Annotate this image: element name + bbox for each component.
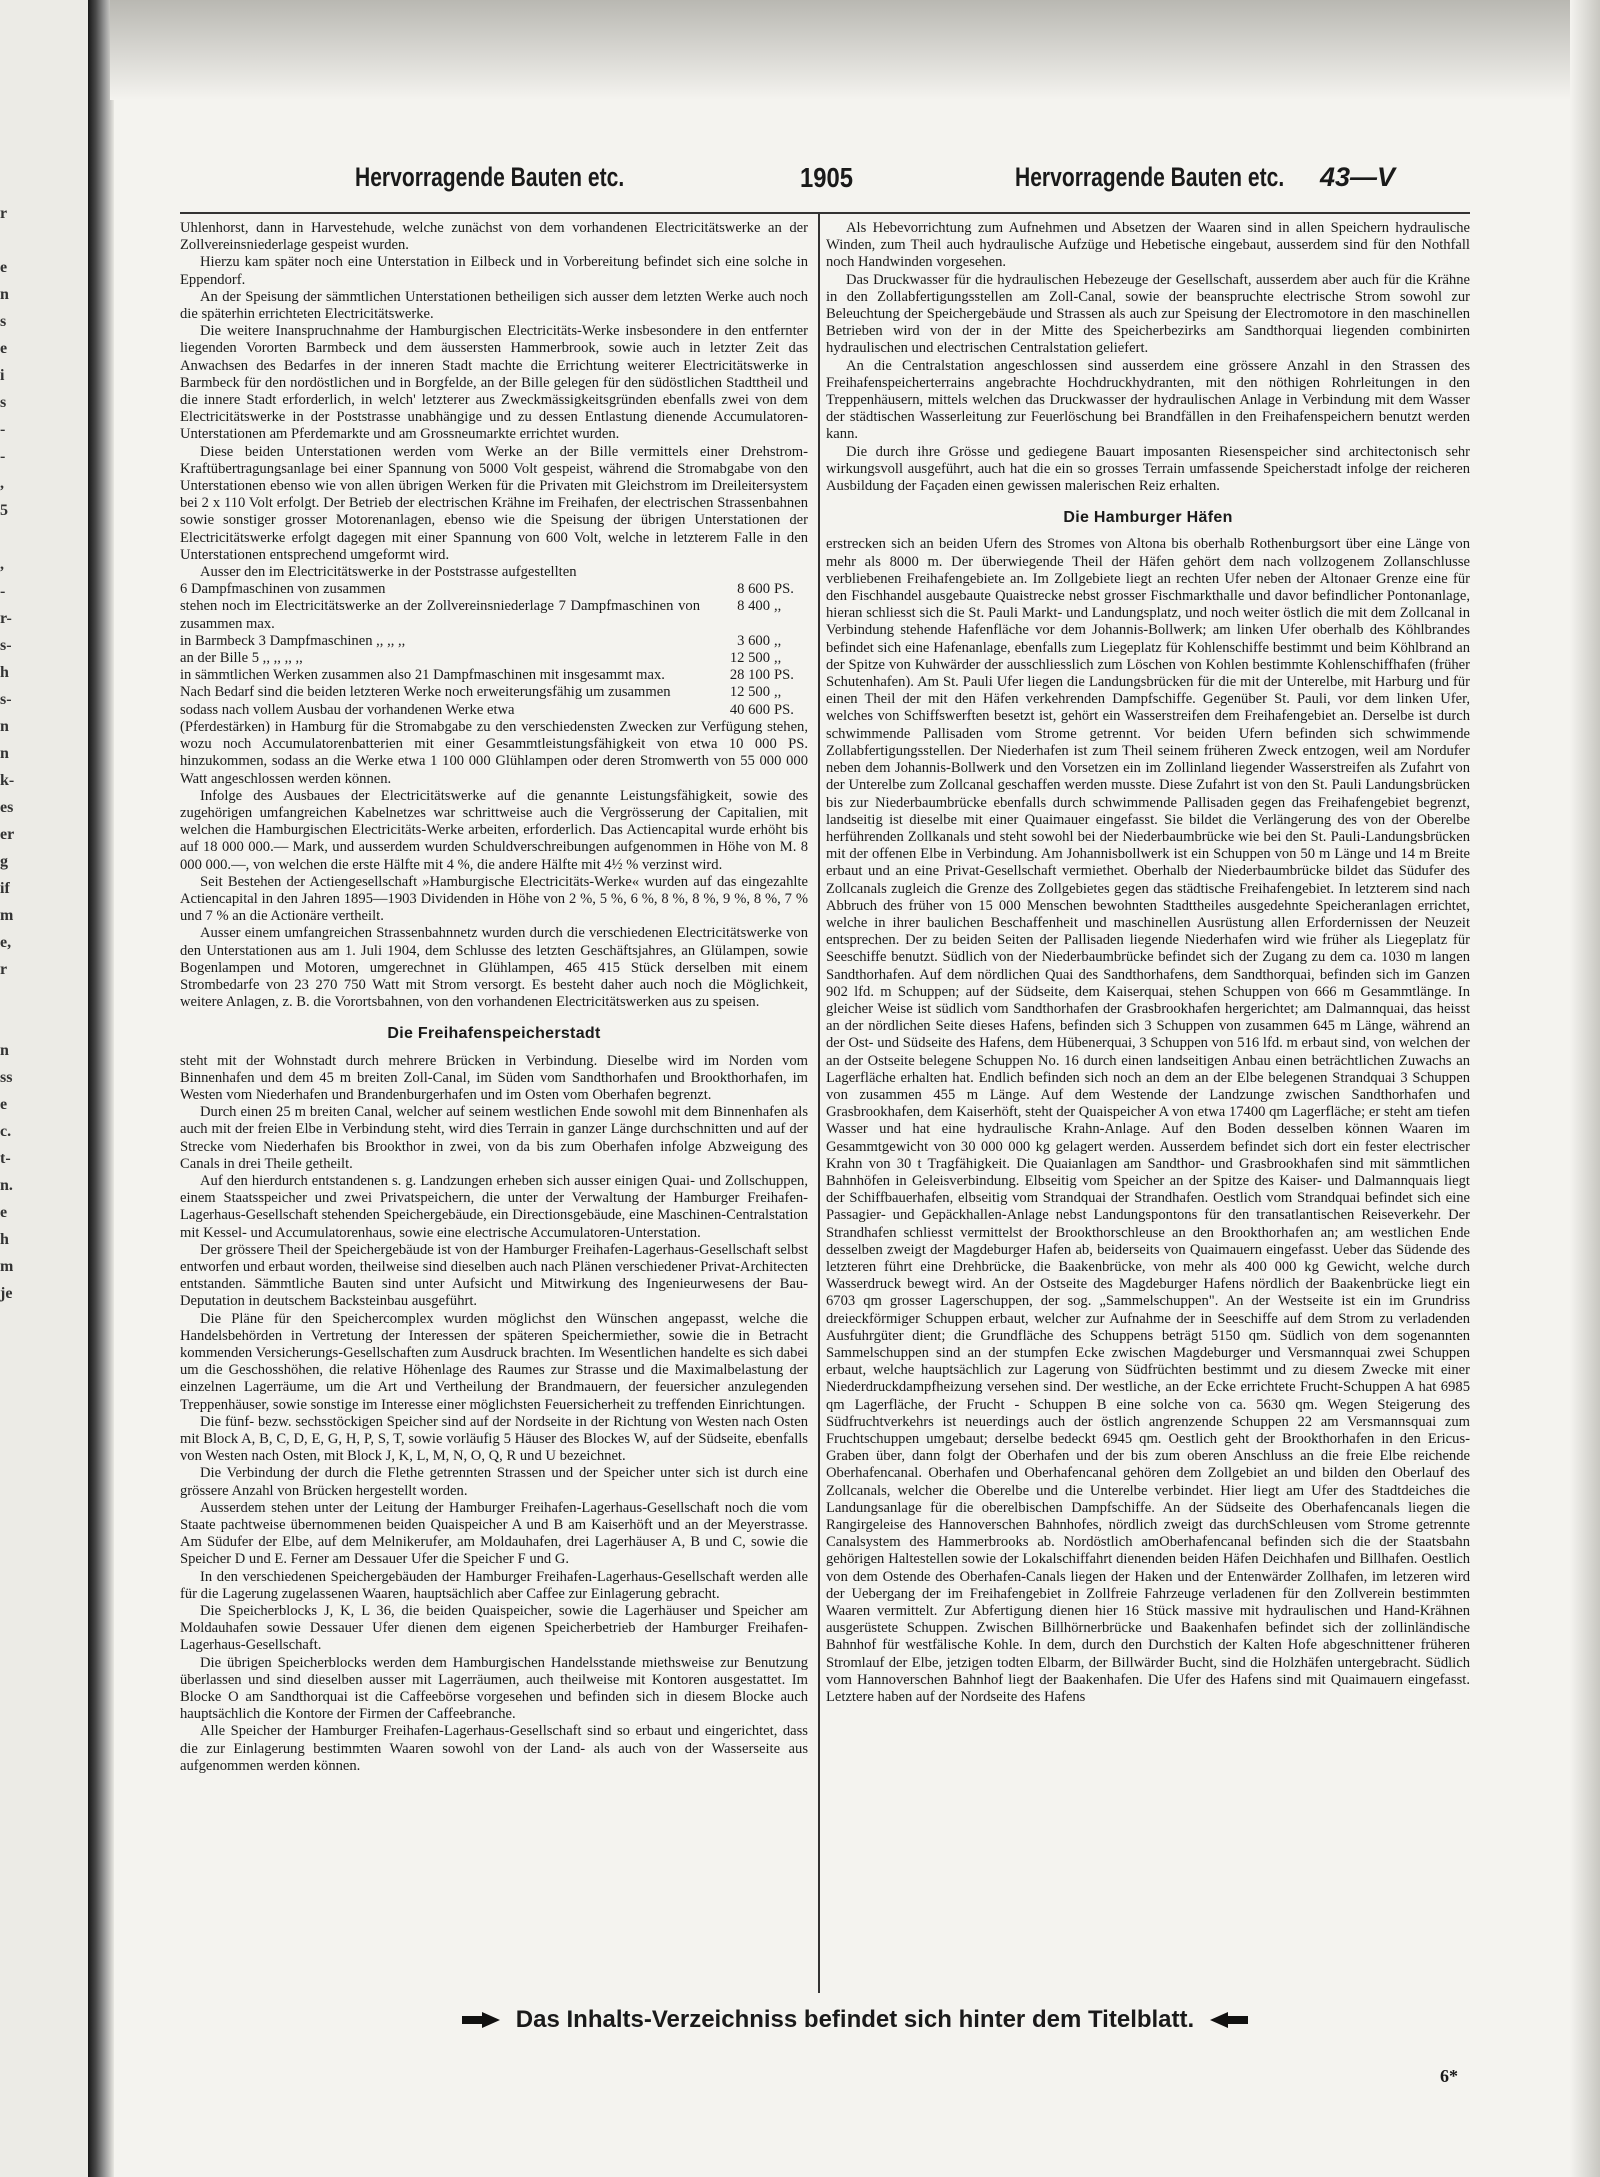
page-number: 43—V (1320, 162, 1396, 192)
paragraph: Die weitere Inanspruchnahme der Hamburgischen Electricitäts-Werke insbesondere in den entfernter liegenden Vororten Barmbeck und dem äussersten Hammerbrook, sowie auch in letzter Zeit das Anwachsen des Bedarfes in der inneren Stadt machte die Errichtung weiterer Electricitätswerke in Barmbeck für den nordöstlichen und in Borgfelde, an der Bille gelegen für den südöstlichen Stadttheil und die innere Stadt erforderlich, in welch' letzterer aus Zweckmässigkeitsgründen ebenfalls zwei von dem Electricitätswerke in der Poststrasse unabhängige und zu dessen Entlastung dienende Accumulatoren-Unterstationen am Pferdemarkte und am Grossneumarkte errichtet wurden. (180, 323, 808, 443)
paragraph: Die durch ihre Grösse und gediegene Bauart imposanten Riesenspeicher sind architectonisch sehr wirkungsvoll ausgeführt, auch hat die ein so grosses Terrain umfassende Speicherstadt infolge der reicheren Ausbildung der Façaden einen gewissen malerischen Reiz erhalten. (826, 443, 1470, 495)
paragraph: (Pferdestärken) in Hamburg für die Stromabgabe zu den verschiedensten Zwecken zur Verfügung stehen, wozu noch Accumulatorenbatterien mit einer Gesammtleistungsfähigkeit von etwa 10 000 PS. hinzukommen, sodass an die Werke etwa 1 100 000 Glühlampen oder deren Stromwerth von 55 000 000 Watt angeschlossen werden können. (180, 718, 808, 787)
power-unit: ,, (774, 650, 782, 667)
paragraph: Der grössere Theil der Speichergebäude ist von der Hamburger Freihafen-Lagerhaus-Gesellschaft selbst entworfen und erbaut worden, theilweise sind dieselben auch nach Plänen verschiedener Privat-Architecten entstanden. Sämmtliche Bauten sind unter Aufsicht und Mitwirkung des Ingenieurwesens der Bau-Deputation in deutschem Backsteinbau ausgeführt. (180, 1241, 808, 1310)
power-unit: ,, (774, 684, 782, 701)
power-value: 3 600 (737, 632, 770, 649)
power-value: 8 600 (737, 581, 770, 598)
right-edge-shadow (1570, 0, 1600, 2177)
left-paragraphs-electricity (180, 220, 808, 581)
right-column (826, 220, 1470, 1990)
paragraph: Die Speicherblocks J, K, L 36, die beiden Quaispeicher, sowie die Lagerhäuser und Speicher am Moldauhafen sowie Dessauer Ufer dienen dem eigenen Speicherbetrieb der Hamburger Freihafen-Lagerhaus-Gesellschaft. (180, 1603, 808, 1654)
printer-signature: 6* (1440, 2066, 1458, 2086)
power-label: Nach Bedarf sind die beiden letzteren Werke noch erweiterungsfähig um zusammen (180, 684, 671, 701)
top-edge-shadow (110, 0, 1600, 100)
header-rule (180, 212, 1470, 214)
paragraph: Die fünf- bezw. sechsstöckigen Speicher sind auf der Nordseite in der Richtung von Westen nach Osten mit Block A, B, C, D, E, G, H, P, S, T, sowie vorläufig 5 Häuser des Blockes W, auf der Südseite, ebenfalls von Westen nach Osten, mit Block J, K, L, M, N, O, Q, R und U bezeichnet. (180, 1413, 808, 1465)
book-fold-shadow (88, 0, 114, 2177)
paragraph: Die Pläne für den Speichercomplex wurden möglichst den Wünschen angepasst, welche die Handelsbehörden in Vertretung der Interessen der späteren Speichermiether, sowie die in Betracht kommenden Versicherungs-Gesellschaften zum Ausdruck brachten. Im Wesentlichen handelte es sich dabei um die Geschosshöhen, die relative Höhenlage des Raumes zur Strasse und die Maximalbelastung der einzelnen Lagerräume, um die Art und Vertheilung der Brandmauern, der feuersicher anzulegenden Treppenhäuser, sowie sonstige im Interesse einer möglichsten Feuersicherheit zu treffenden Einrichtungen. (180, 1310, 808, 1413)
paragraph: Infolge des Ausbaues der Electricitätswerke auf die genannte Leistungsfähigkeit, sowie des zugehörigen umfangreichen Kabelnetzes war schrittweise auch die Vergrösserung der Capitalien, mit welchen die Hamburgischen Electricitäts-Werke arbeiten, erforderlich. Das Actiencapital wurde erhöht bis auf 18 000 000.— Mark, und ausserdem wurden Schuldverschreibungen aufgenommen in Höhe von M. 8 000 000.—, von welchen die erste Hälfte mit 4 %, die andere Hälfte mit 4½ % verzinst wird. (180, 787, 808, 873)
right-paragraphs-harbours (826, 536, 1470, 1706)
paragraph: Durch einen 25 m breiten Canal, welcher auf seinem westlichen Ende sowohl mit dem Binnenhafen als auch mit der freien Elbe in Verbindung steht, wird dies Terrain in ganzer Länge durchschnitten und auf der Strecke vom Niederhafen bis Brookthor in zwei, von da bis zum Oberhafen infolge Abzweigung des Canals in drei Theile getheilt. (180, 1104, 808, 1172)
header-title-right: Hervorragende Bauten etc. (1015, 162, 1285, 192)
paragraph: Das Druckwasser für die hydraulischen Hebezeuge der Gesellschaft, ausserdem aber auch für die Krähne in den Zollabfertigungsstellen am Zoll-Canal, sowie der beanspruchte electrische Strom sowohl zur Beleuchtung der Speichergebäude und Strassen als auch zur Speisung der Electromotore in den maschinellen Betrieben wird von der in der Mitte des Speicherbezirks am Sandthorquai liegenden combinirten hydraulischen und electrischen Centralstation geliefert. (826, 271, 1470, 357)
running-header (160, 158, 1480, 208)
paragraph: Hierzu kam später noch eine Unterstation in Eilbeck und in Vorbereitung befindet sich eine solche in Eppendorf. (180, 254, 808, 288)
heading-hamburger-haefen: Die Hamburger Häfen (1063, 509, 1233, 527)
paragraph: erstrecken sich an beiden Ufern des Stromes von Altona bis oberhalb Rothenburgsort über eine Länge von mehr als 8000 m. Der überwiegende Theil der Häfen gehört dem nach vollzogenem Zollanschlusse verbliebenen Freihafengebiete an. Im Zollgebiete liegt an rechten Ufer neben der Altonaer Grenze eine für den Fischhandel ausgebaute Quaistrecke nebst grosser Fischmarkthalle und davor befindlicher Pontonanlage, hieran schliesst sich die St. Pauli Markt- und Landungsplatz, und noch weiter östlich die mit dem Zollcanal in Verbindung stehende Hafenfläche vor dem Johannis-Bollwerk; am linken Ufer oberhalb des Köhlbrandes befindet sich eine Hafenanlage, ebenfalls zum Liegeplatz für Kohlenschiffe bestimmt und beim Köhlbrand an der Spitze von Kuhwärder der ausschliesslich zum Löschen von Kohlen bestimmte Kohlenschiffhafen (früher Schutenhafen). Am St. Pauli Ufer liegen die Landungsbrücken für die mit der Unterelbe, mit Harburg und für einen Theil der mit den Häfen verkehrenden Dampfschiffe. Gegenüber St. Pauli, vor dem linken Ufer, welches von Schiffswerften besetzt ist, gehört ein Wasserstreifen dem Freihafengebiet an. Derselbe ist durch schwimmende Pallisaden vom Strome getrennt. Vor beiden Ufern befinden sich schwimmende Zollabfertigungsstellen. Der Niederhafen ist zum Theil seinem früheren Zweck entzogen, weil am Nordufer neben dem Johannis-Bollwerk und den Vorsetzen ein im Zollinland liegender Wasserstreifen als Zufahrt von der Unterelbe zum Zollcanal geschaffen werden musste. Diese Zufahrt ist von den St. Pauli Landungsbrücken bis zur Niederbaumbrücke ebenfalls durch schwimmende Pallisaden gegen das Freihafengebiet begrenzt, landseitig ist dieselbe mit einer Quaimauer eingefasst. Sie bildet die Verlängerung des von der Oberelbe herführenden Zollkanals und steht sowohl bei der Niederbaumbrücke wie bei den St. Pauli-Landungsbrücken mit der offenen Elbe in Verbindung. Am Johannisbollwerk ist ein Schuppen von 50 m Länge und 14 m Breite erbaut und an eine Privat-Gesellschaft vermiethet. Oberhalb der Niederbaumbrücke bildet das Südufer des Zollcanals zugleich die Grenze des Zollgebietes gegen das städtische Freihafengebiet. In letzterem sind nach Abbruch des früher von 15 000 Menschen bewohnten Stadttheiles ausgedehnte Speicheranlagen errichtet, welche in ihrer baulichen Beschaffenheit und maschinellen Ausrüstung allen Erfordernissen der Neuzeit entsprechen. Der zu beiden Seiten der Pallisaden liegende Niederhafen wird wie früher als Liegeplatz für Seeschiffe benutzt. Südlich von der Niederbaumbrücke befindet sich der Zugang zu dem ca. 1030 m langen Sandthorhafen. Auf dem nördlichen Quai des Sandthorhafens, dem Sandthorquai, befinden sich im Ganzen 902 lfd. m Schuppen; auf der Südseite, dem Kaiserquai, stehen Schuppen von 666 m Gesammtlänge. In gleicher Weise ist südlich vom Sandthorhafen der Grasbrookhafen hergerichtet; am Dalmannquai, das heisst an der nördlichen Seite dieses Hafens, befinden sich 3 Schuppen von zusammen 645 m Länge, während an der Ost- und Südseite des Hafens, dem Hübenerquai, 3 Schuppen von 516 lfd. m erbaut sind, von welchen der an der Ostseite belegene Schuppen No. 16 durch einen landseitigen Anbau einen beträchtlichen Zuwachs an Lagerfläche erhalten hat. Endlich befinden sich noch an dem an der Elbe belegenen Strandquai 3 Schuppen von zusammen 455 m Länge. Auf dem Westende der Landzunge zwischen Sandthorhafen und Grasbrookhafen, dem Kaiserhöft, steht der Quaispeicher A von etwa 17400 qm Lagerfläche; er steht am tiefen Wasser und hat eine hydraulische Krahn-Anlage. Auf den Boden desselben können Waaren im Gesammtgewicht von 30 000 000 kg gelagert werden. Ausserdem befindet sich dort ein fester electrischer Krahn von 30 t Tragfähigkeit. Die Quaianlagen am Sandthor- und Grasbrookhafen sind mit sämmtlichen Bahnhöfen in Geleisverbindung. Elbseitig vom Speicher an der Spitze des Kaiser- und Dalmannquais liegt der Schiffbauerhafen, elbseitig vom Strandquai der Strandhafen. Oestlich vom Strandquai befindet sich eine Passagier- und Gepäckhallen-Anlage nebst Landungspontons für den transatlantischen Reiseverkehr. Der Strandhafen schliesst vermittelst der Brookthorschleuse an den Brookthorhafen an; am westlichen Ende desselben zweigt der Magdeburger Hafen ab, beiderseits von Quaimauern eingefasst. Ueber das Südende des letzteren führt eine Drehbrücke, die Baakenbrücke, von mehr als 400 000 kg Gewicht, welche durch Wasserdruck bewegt wird. An der Ostseite des Magdeburger Hafens nördlich der Baakenbrücke liegt ein 6703 qm grosser Lagerschuppen, der sog. „Sammelschuppen". An der Westseite ist ein im Grundriss dreieckförmiger Schuppen erbaut, welcher zur Aufnahme der in Seeschiffe auf dem Strom zu verladenden Ausfuhrgüter dient; die Grundfläche des Schuppens beträgt 5150 qm. Südlich von dem sogenannten Sammelschuppen sind an der stumpfen Ecke zwischen Magdeburger und Versmannquai zwei Schuppen erbaut, welche hauptsächlich zur Lagerung von Südfrüchten bestimmt und zu diesem Zwecke mit einer Niederdruckdampfheizung versehen sind. Der westliche, an der Ecke errichtete Frucht-Schuppen A hat 6985 qm Lagerfläche, der Frucht - Schuppen B eine solche von ca. 5630 qm. Wegen Steigerung des Südfruchtverkehrs ist neuerdings auch der östlich angrenzende Schuppen 22 am Versmannsquai zum Fruchtschuppen umgebaut; derselbe bedeckt 6945 qm. Oestlich geht der Brookthorhafen in den Ericus-Graben über, dann folgt der Oberhafen und der bis zum oberen Anschluss an die freie Elbe reichende Oberhafencanal. Oberhafen und Oberhafencanal gehören dem Zollgebiet an und bilden den Oberlauf des Zollcanals, welcher die Oberelbe und die Unterelbe verbindet. Hier liegt am Ufer des Stadtdeiches die Landungsanlage für die oberelbischen Dampfschiffe. An der Südseite des Oberhafencanals liegen die Rangirgeleise des Hannoverschen Bahnhofes, nördlich zweigt das durchSchleusen vom Strome getrennte Canalsystem des Hammerbrooks ab. Nordöstlich amOberhafencanal befinden sich die der Staatsbahn gehörigen Haltestellen sowie der Lokalschiffahrt dienenden beiden Häfen Deichhafen und Billhafen. Oestlich von dem Ostende des Oberhafen-Canals liegen der Haken und der Entenwärder Zollhafen, im letzeren wird der Uebergang der im Freihafengebiet in Zollfreie Fahrzeuge verladenen für den Zollverein bestimmten Waaren vermittelt. Zur Abfertigung dienen hier 16 Stück massive mit hydraulischen und Hand-Krähnen ausgerüstete Schuppen. Zwischen Billhörnerbrücke und Baakenhafen befindet sich der zollinländische Bahnhof für westfälische Kohle. In dem, durch den Durchstich der Kalten Hofe abgeschnittener früheren Stromlauf der Elbe, jetzigen todten Elbarm, der Billwärder Bucht, sind die Holzhäfen untergebracht. Südlich vom Hannoverschen Bahnhof liegt der Baakenhafen. Die Ufer des Hafens sind mit Quaimauern eingefasst. Letztere haben auf der Nordseite des Hafens (826, 536, 1470, 1706)
paragraph: Die übrigen Speicherblocks werden dem Hamburgischen Handelsstande miethsweise zur Benutzung überlassen und sind dieselben ausser mit Lagerräumen, auch theilweise mit Kontoren ausgestattet. Im Blocke O am Sandthorquai ist die Caffeebörse vorgesehen und befinden sich in diesem Blocke auch hauptsächlich die Kontore der Firmen der Caffeebranche. (180, 1654, 808, 1723)
power-unit: PS. (774, 581, 794, 598)
left-paragraphs-speicherstadt (180, 1053, 808, 1776)
power-unit: PS. (774, 701, 794, 718)
footer-notice-text: Das Inhalts-Verzeichniss befindet sich hinter dem Titelblatt. (515, 2006, 1195, 2033)
footer-notice (430, 2003, 1280, 2037)
heading-freihafenspeicherstadt: Die Freihafenspeicherstadt (387, 1025, 601, 1043)
power-label: an der Bille 5 ,, ,, ,, ,, (180, 650, 303, 667)
paragraph: Als Hebevorrichtung zum Aufnehmen und Absetzen der Waaren sind in allen Speichern hydraulische Winden, zum Theil auch hydraulische Aufzüge und Hebetische eingebaut, ausserdem sind für den Nothfall noch Handwinden vorgesehen. (826, 220, 1470, 271)
right-paragraphs-warehouses (826, 220, 1470, 495)
power-row (180, 702, 808, 719)
paragraph: An die Centralstation angeschlossen sind ausserdem eine grössere Anzahl in den Strassen des Freihafenspeicherterrains angebrachte Hochdruckhydranten, mit den nöthigen Rohrleitungen in den Treppenhäusern, mittels welchen das Druckwasser der hydraulischen Anlage in Verbindung mit dem Wasser der städtischen Wasserleitung zur Feuerlöschung bei Brandfällen in den Freihafenspeichern benutzt werden kann. (826, 357, 1470, 443)
power-value: 8 400 (737, 598, 770, 615)
power-unit: ,, (774, 632, 782, 649)
power-row (180, 684, 808, 701)
power-label: in sämmtlichen Werken zusammen also 21 Dampfmaschinen mit insgesammt max. (180, 667, 665, 684)
power-unit: PS. (774, 667, 794, 684)
power-table (180, 581, 808, 719)
paragraph: In den verschiedenen Speichergebäuden der Hamburger Freihafen-Lagerhaus-Gesellschaft werden alle für die Lagerung zugelassenen Waaren, hauptsächlich aber Caffee zur Einlagerung gebracht. (180, 1568, 808, 1602)
left-column (180, 220, 808, 1990)
power-label: sodass nach vollem Ausbau der vorhandenen Werke etwa (180, 701, 515, 718)
power-label: stehen noch im Electricitätswerke an der Zollvereinsniederlage 7 Dampfmaschinen von zusammen max. (180, 598, 700, 632)
power-value: 12 500 (729, 650, 770, 667)
header-title-left: Hervorragende Bauten etc. (355, 162, 625, 192)
power-row (180, 633, 808, 650)
power-label: in Barmbeck 3 Dampfmaschinen ,, ,, ,, (180, 632, 406, 649)
column-rule (818, 213, 820, 1993)
paragraph: Uhlenhorst, dann in Harvestehude, welche zunächst von dem vorhandenen Electricitätswerke an der Zollvereinsniederlage gespeist wurden. (180, 220, 808, 254)
paragraph: Ausserdem stehen unter der Leitung der Hamburger Freihafen-Lagerhaus-Gesellschaft noch die vom Staate pachtweise übernommenen beiden Quaispeicher A und B am Kaiserhöft und an der Meyerstrasse. Am Südufer der Elbe, auf dem Melnikerufer, am Moldauhafen, drei Lagerhäuser A, B und C, sowie die Speicher D und E. Ferner am Dessauer Ufer die Speicher F und G. (180, 1499, 808, 1568)
paragraph: Ausser einem umfangreichen Strassenbahnnetz wurden durch die verschiedenen Electricitätswerke von den Unterstationen aus am 1. Juli 1904, dem Schlusse des letzten Geschäftsjahres, an Glülampen, sowie Bogenlampen und Motoren, umgerechnet in Glühlampen, 465 415 Stück derselben mit einem Strombedarfe von 23 270 750 Watt mit Strom versorgt. Es besteht daher auch noch die Möglichkeit, weitere Anlagen, z. B. die Vorortsbahnen, von den vorhandenen Electricitätswerken aus zu speisen. (180, 925, 808, 1011)
paragraph: Seit Bestehen der Actiengesellschaft »Hamburgische Electricitäts-Werke« wurden auf das eingezahlte Actiencapital in den Jahren 1895—1903 Dividenden in Höhe von 2 %, 5 %, 6 %, 8 %, 8 %, 9 %, 8 %, 7 % und 7 % an die Actionäre vertheilt. (180, 873, 808, 925)
header-year: 1905 (800, 162, 853, 193)
paragraph: Auf den hierdurch entstandenen s. g. Landzungen erheben sich ausser einigen Quai- und Zollschuppen, einem Staatsspeicher und zwei Privatspeichern, die unter der Verwaltung der Hamburger Freihafen-Lagerhaus-Gesellschaft stehenden Speichergebäude, ein Directionsgebäude, eine Maschinen-Centralstation mit Kessel- und Accumulatorenhaus, sowie eine electrische Accumulatoren-Unterstation. (180, 1172, 808, 1241)
adjacent-page-strip (0, 0, 92, 2177)
pointing-hand-icon-left (1208, 2008, 1250, 2032)
power-row (180, 598, 808, 632)
paragraph: steht mit der Wohnstadt durch mehrere Brücken in Verbindung. Dieselbe wird im Norden vom Binnenhafen und dem 45 m breiten Zoll-Canal, im Süden vom Sandthorhafen und Brookthorhafen, im Westen vom Niederhafen und Brandenburgerhafen und im Osten vom Oberhafen begrenzt. (180, 1052, 808, 1103)
left-paragraphs-finance (180, 719, 808, 1011)
power-row (180, 667, 808, 684)
power-row (180, 581, 808, 598)
paragraph: Diese beiden Unterstationen werden vom Werke an der Bille vermittels einer Drehstrom-Kraftübertragungsanlage bei einer Spannung von 5000 Volt gespeist, während die Stromabgabe von den Unterstationen ebenso wie von allen übrigen Werken für die Privaten mit Gleichstrom im Dreileitersystem bei 2 x 110 Volt erfolgt. Der Betrieb der electrischen Krähne im Freihafen, der electrischen Strassenbahnen sowie sonstiger grosser Motorenanlagen, ebenso wie die Speisung der übrigen Unterstationen der Electricitätswerke erfolgt dagegen mit einer Spannung von 600 Volt, welche in letzterem Falle in den Unterstationen entsprechend umgeformt wird. (180, 443, 808, 563)
power-label: 6 Dampfmaschinen von zusammen (180, 581, 386, 598)
power-row (180, 650, 808, 667)
paragraph: Alle Speicher der Hamburger Freihafen-Lagerhaus-Gesellschaft sind so erbaut und eingerichtet, dass die zur Einlagerung bestimmten Waaren sowohl von der Land- als auch von der Wasserseite aus aufgenommen werden können. (180, 1723, 808, 1774)
power-value: 28 100 (729, 667, 770, 684)
power-value: 40 600 (729, 701, 770, 718)
adjacent-page-fragment: r e n s e i s - - , 5 , - r- s- h s- n n k- es er g if m e, r n ss e c. t- n. e h m je (0, 205, 15, 1302)
power-unit: ,, (774, 598, 782, 615)
paragraph: Die Verbindung der durch die Flethe getrennten Strassen und der Speicher unter sich ist durch eine grössere Anzahl von Brücken hergestellt worden. (180, 1465, 808, 1499)
paragraph: Ausser den im Electricitätswerke in der Poststrasse aufgestellten (200, 564, 577, 581)
paragraph: An der Speisung der sämmtlichen Unterstationen betheiligen sich ausser dem letzten Werke auch noch die späterhin errichteten Electricitätswerke. (180, 288, 808, 323)
power-value: 12 500 (729, 684, 770, 701)
pointing-hand-icon (460, 2008, 502, 2032)
